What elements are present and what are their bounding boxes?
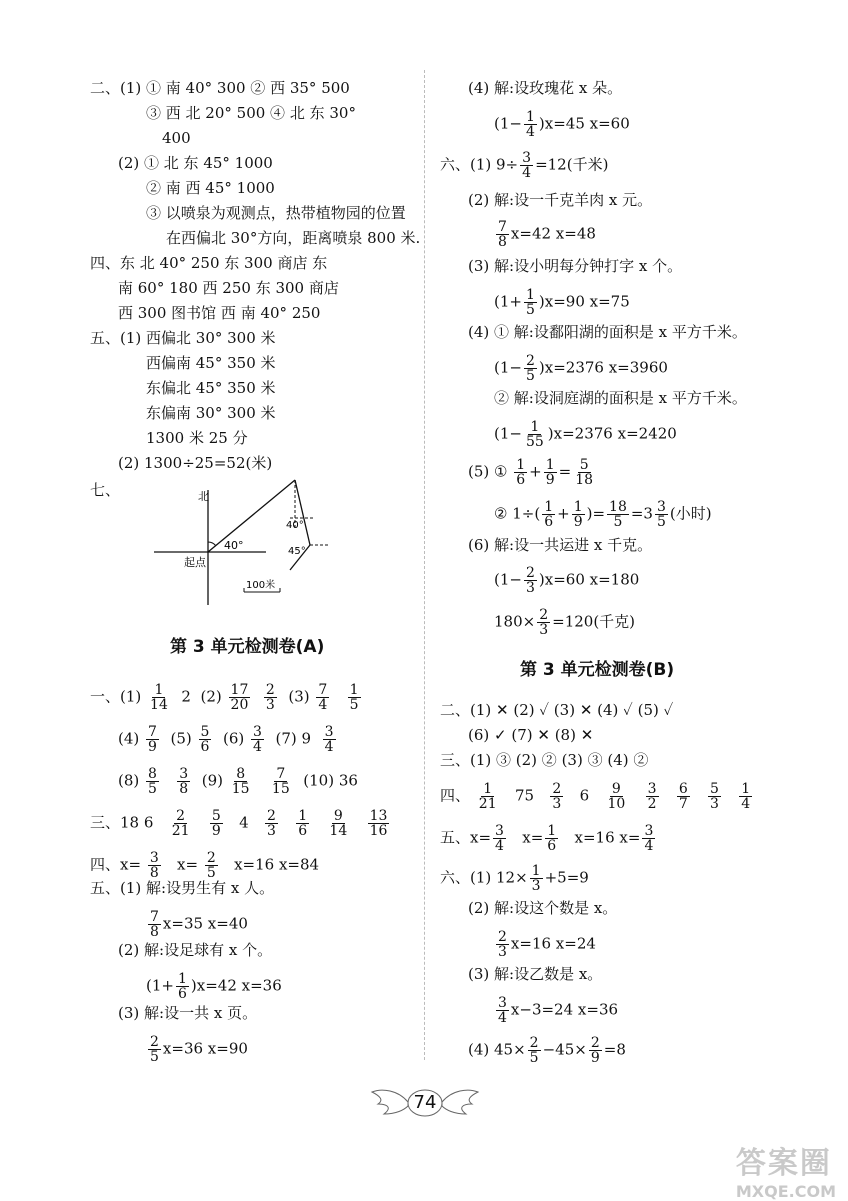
answer-b6-2: (2) 解:设这个数是 x。	[468, 899, 618, 917]
answer-b6-2-eq: $\frac{2}{3}$ x=16 x=24	[498, 929, 596, 960]
page-number-badge	[370, 1082, 480, 1122]
answer-2-1: 二、(1) ① 南 40° 300 ② 西 35° 500	[90, 79, 350, 97]
answer-2-1-cont: ③ 西 北 20° 500 ④ 北 东 30°	[146, 104, 356, 122]
answer-a5-1: 五、(1) 解:设男生有 x 人。	[90, 879, 275, 897]
answer-a5-1-eq: $\frac{7}{8}$ x=35 x=40	[150, 909, 248, 940]
answer-b6-4: (4) 45× $\frac{2}{5}$ −45× $\frac{2}{9}$ =8	[468, 1035, 626, 1066]
answer-4-c: 西 300 图书馆 西 南 40° 250	[118, 304, 321, 322]
answer-b6-1: 六、(1) 12× $\frac{1}{3}$ +5=9	[440, 863, 589, 894]
north-label: 北	[198, 490, 209, 503]
angle-40-top: 40°	[286, 520, 304, 531]
answer-5-1: 五、(1) 西偏北 30° 300 米	[90, 329, 276, 347]
angle-45: 45°	[288, 546, 306, 557]
answer-4-b: 南 60° 180 西 250 东 300 商店	[118, 279, 339, 297]
answer-a1-row3: (8) $\frac{8}{5}$ $\frac{3}{8}$ (9) $\frac{8}{15}$ $\frac{7}{15}$ (10) 36	[118, 766, 358, 797]
section-title-a: 第 3 单元检测卷(A)	[170, 637, 325, 657]
watermark	[736, 1138, 836, 1201]
answer-b6-3: (3) 解:设乙数是 x。	[468, 965, 603, 983]
direction-diagram	[140, 470, 360, 610]
answer-a1-row1: 一、(1) $\frac{1}{14}$ 2 (2) $\frac{17}{20}$ $\frac{2}{3}$ (3) $\frac{7}{4}$ $\frac{1}{5}$	[90, 682, 359, 713]
answer-5-1-b: 西偏南 45° 350 米	[146, 354, 276, 372]
page-number: 74	[413, 1092, 437, 1113]
answer-5-2: (2) 1300÷25=52(米)	[118, 454, 273, 472]
answer-5-1-e: 1300 米 25 分	[146, 429, 248, 447]
answer-r6-4-eq: (1− $\frac{2}{5}$ )x=2376 x=3960	[494, 353, 668, 384]
answer-a5-2-eq: (1+ $\frac{1}{6}$ )x=42 x=36	[146, 971, 282, 1002]
angle-40-start: 40°	[224, 539, 244, 552]
answer-r6-3: (3) 解:设小明每分钟打字 x 个。	[468, 257, 683, 275]
answer-2-2-b: ② 南 西 45° 1000	[146, 179, 275, 197]
answer-r6-4b-eq: (1− $\frac{1}{55}$ )x=2376 x=2420	[494, 419, 677, 450]
answer-7-label: 七、	[90, 481, 121, 499]
answer-r6-6b: 180× $\frac{2}{3}$ =120(千克)	[494, 607, 636, 638]
answer-a1-row2: (4) $\frac{7}{9}$ (5) $\frac{5}{6}$ (6) $\frac{3}{4}$ (7) 9 $\frac{3}{4}$	[118, 724, 334, 755]
answer-r4: (4) 解:设玫瑰花 x 朵。	[468, 79, 623, 97]
answer-a5-3-eq: $\frac{2}{5}$ x=36 x=90	[150, 1034, 248, 1065]
answer-2-2-c: ③ 以喷泉为观测点，热带植物园的位置	[146, 204, 406, 222]
answer-r6-2-eq: $\frac{7}{8}$ x=42 x=48	[498, 219, 596, 250]
answer-b2-b: (6) ✓ (7) ✕ (8) ✕	[468, 726, 594, 744]
section-title-b: 第 3 单元检测卷(B)	[520, 660, 675, 680]
answer-a4: 四、x= $\frac{3}{8}$ x= $\frac{2}{5}$ x=16 x=84	[90, 850, 320, 881]
answer-r6-4b: ② 解:设洞庭湖的面积是 x 平方千米。	[494, 389, 747, 407]
answer-5-1-c: 东偏北 45° 350 米	[146, 379, 276, 397]
answer-b3: 三、(1) ③ (2) ② (3) ③ (4) ②	[440, 751, 649, 769]
answer-4: 四、东 北 40° 250 东 300 商店 东	[90, 254, 328, 272]
answer-a5-2: (2) 解:设足球有 x 个。	[118, 941, 273, 959]
scale-label: 100米	[246, 580, 276, 591]
answer-b5: 五、x= $\frac{3}{4}$ x= $\frac{1}{6}$ x=16 x= $\frac{3}{4}$	[440, 823, 654, 854]
answer-r6-6-eq: (1− $\frac{2}{3}$ )x=60 x=180	[494, 565, 640, 596]
answer-2-2-d: 在西偏北 30°方向，距离喷泉 800 米.	[166, 229, 421, 247]
watermark-url: MXQE.COM	[735, 1182, 836, 1201]
answer-r6-2: (2) 解:设一千克羊肉 x 元。	[468, 191, 653, 209]
answer-b2: 二、(1) ✕ (2) ✓ (3) ✕ (4) ✓ (5) ✓	[440, 701, 674, 719]
start-label: 起点	[184, 556, 206, 569]
watermark-text: 答案圈	[735, 1146, 832, 1181]
answer-r6-5: (5) ① $\frac{1}{6}$ + $\frac{1}{9}$ = $\frac{5}{18}$	[468, 457, 594, 488]
answer-a5-3: (3) 解:设一共 x 页。	[118, 1004, 258, 1022]
answer-5-1-d: 东偏南 30° 300 米	[146, 404, 276, 422]
answer-r4-eq: (1− $\frac{1}{4}$ )x=45 x=60	[494, 109, 630, 140]
answer-r6-1: 六、(1) 9÷ $\frac{3}{4}$ =12(千米)	[440, 150, 609, 181]
answer-2-1-cont2: 400	[162, 129, 191, 147]
answer-b6-3-eq: $\frac{3}{4}$ x−3=24 x=36	[498, 995, 619, 1026]
answer-r6-6: (6) 解:设一共运进 x 千克。	[468, 536, 653, 554]
answer-r6-3-eq: (1+ $\frac{1}{5}$ )x=90 x=75	[494, 287, 630, 318]
column-divider	[424, 70, 426, 1060]
answer-b4: 四、 $\frac{1}{21}$ 75 $\frac{2}{3}$ 6 $\frac{9}{10}$ $\frac{3}{2}$ $\frac{6}{7}$ $\frac{5}{3}$ $\frac{1}{4}$	[440, 781, 751, 812]
answer-a3: 三、18 6 $\frac{2}{21}$ $\frac{5}{9}$ 4 $\frac{2}{3}$ $\frac{1}{6}$ $\frac{9}{14}$ $\frac{13}{16}$	[90, 808, 388, 839]
answer-r6-5b: ② 1÷( $\frac{1}{6}$ + $\frac{1}{9}$ )= $\frac{18}{5}$ =3 $\frac{3}{5}$ (小时)	[494, 499, 712, 530]
answer-r6-4: (4) ① 解:设鄱阳湖的面积是 x 平方千米。	[468, 323, 747, 341]
answer-2-2: (2) ① 北 东 45° 1000	[118, 154, 273, 172]
